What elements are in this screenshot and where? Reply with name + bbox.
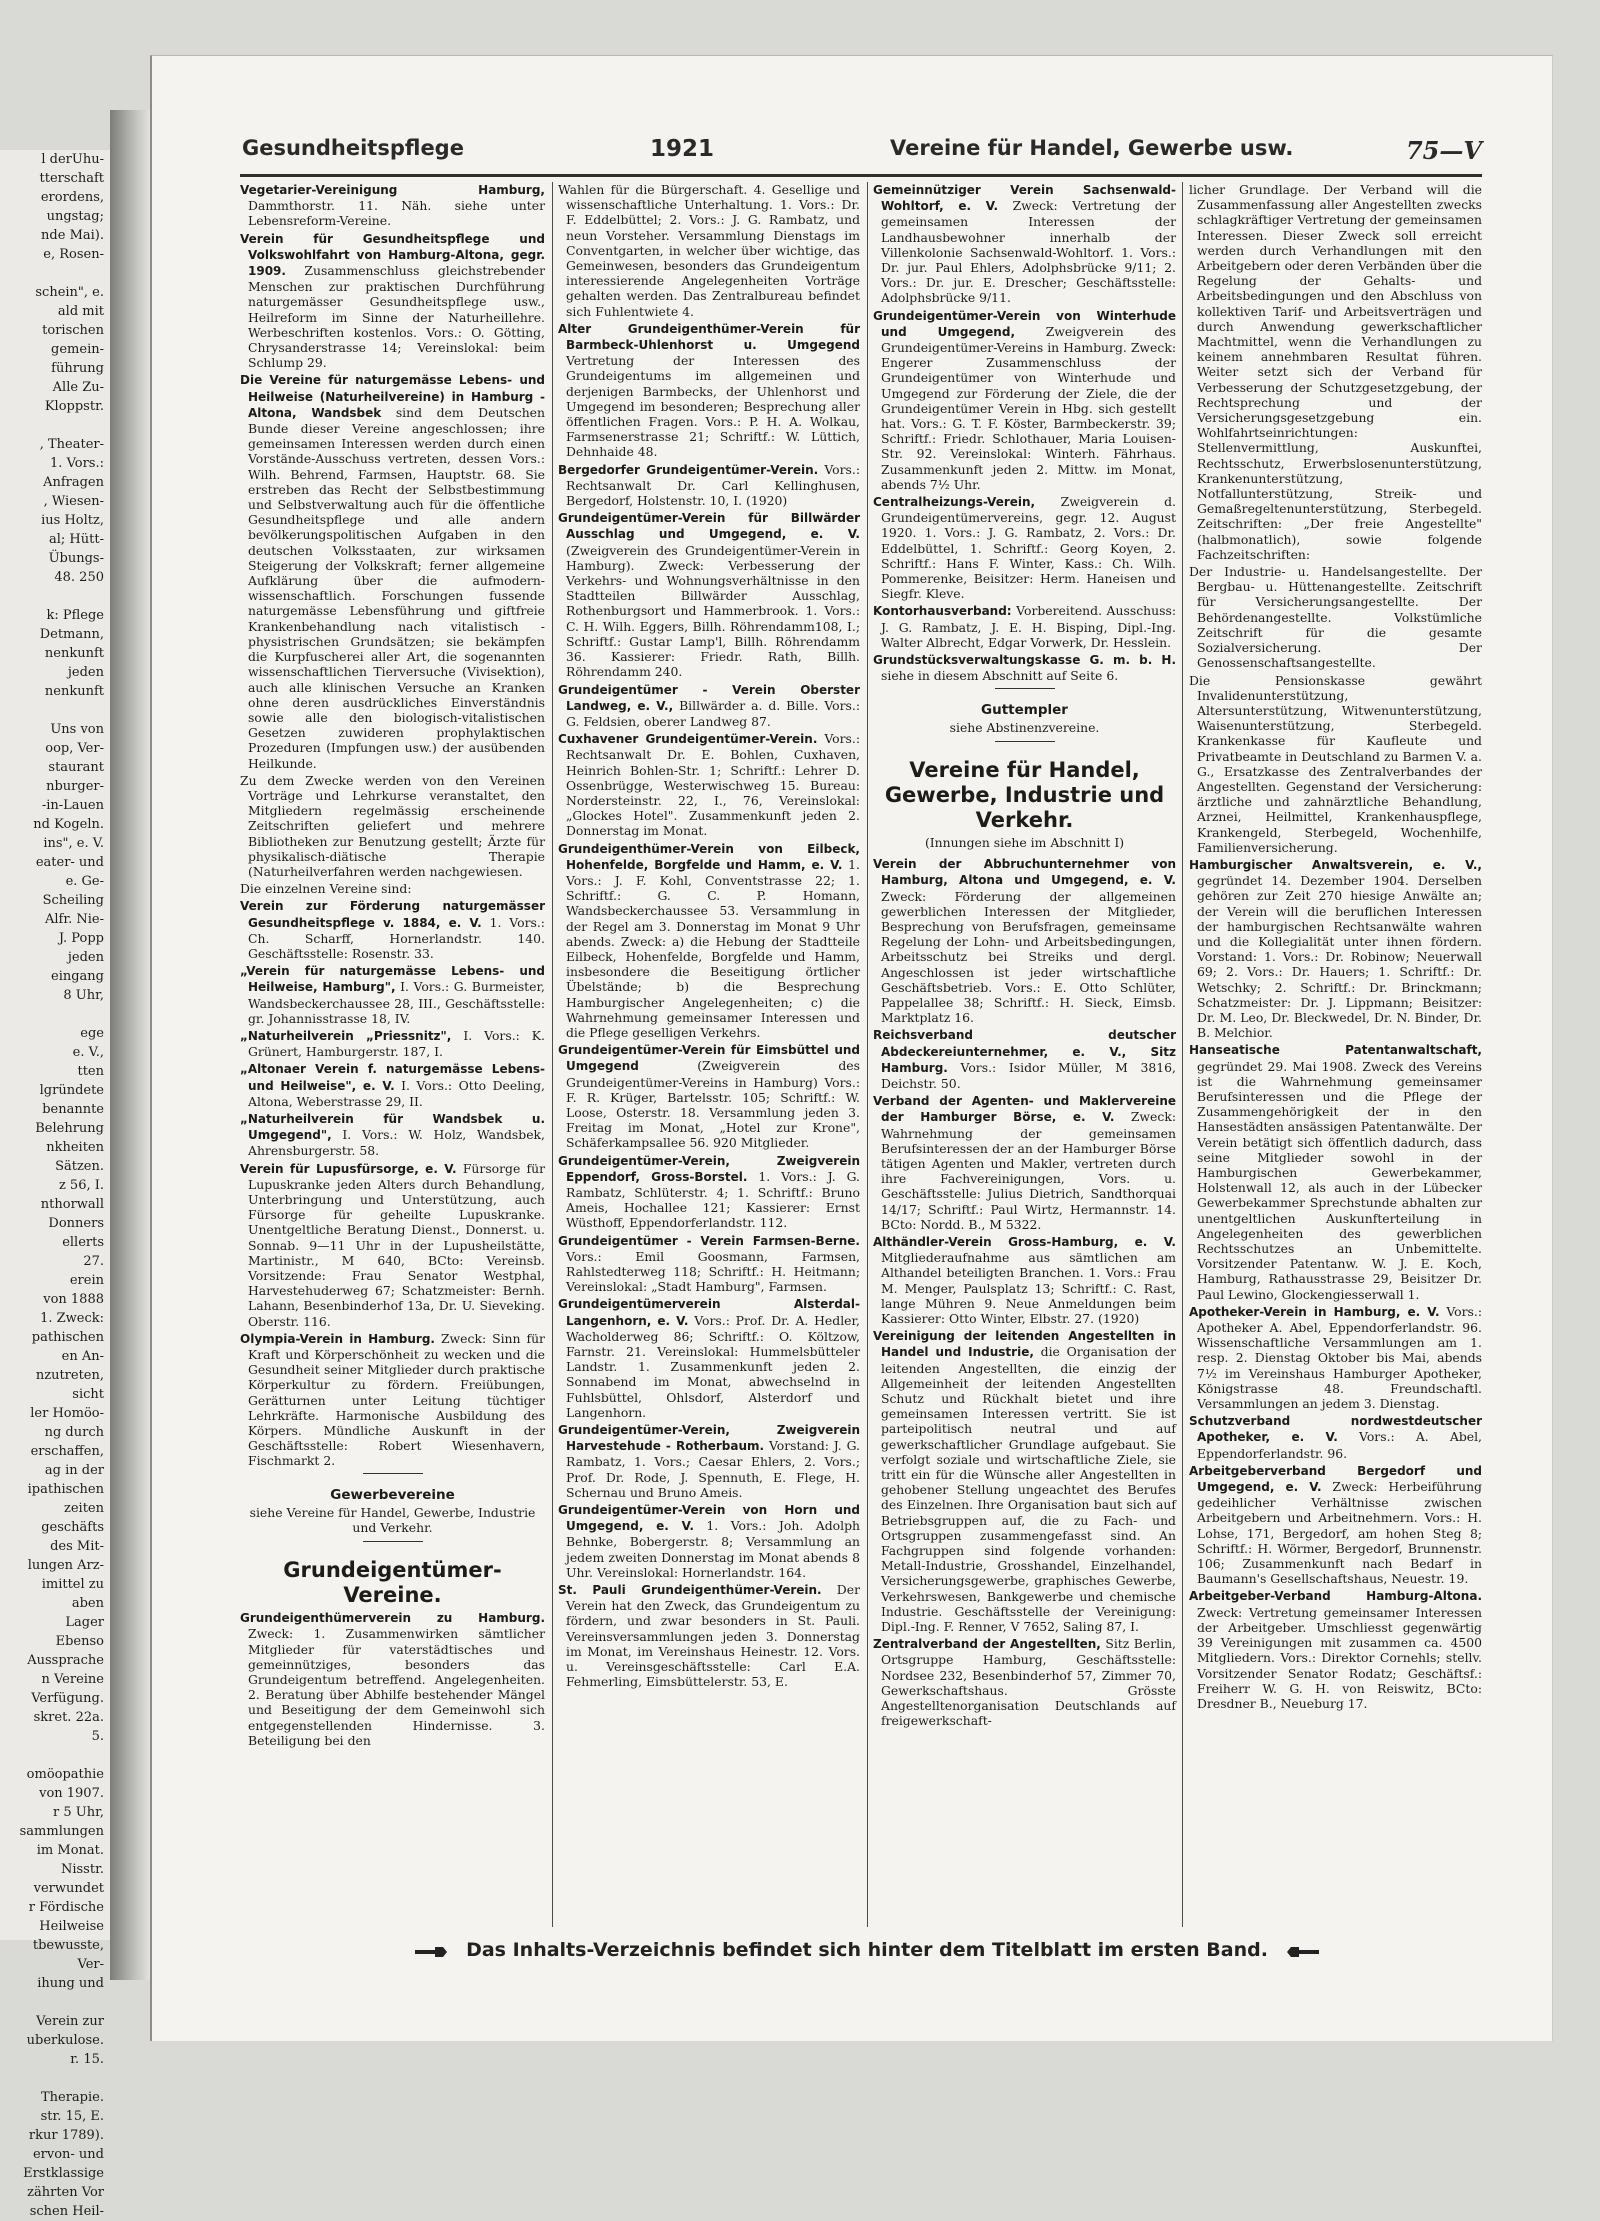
page-number: 75—V bbox=[1405, 136, 1482, 165]
margin-text-line: gemein- bbox=[51, 342, 104, 357]
column-1 bbox=[240, 182, 545, 1937]
margin-text-line: im Monat. bbox=[36, 1843, 104, 1858]
directory-entry bbox=[240, 963, 545, 1026]
entry-name: Grundstücksverwaltungskasse G. m. b. H. bbox=[873, 653, 1176, 668]
directory-entry bbox=[873, 856, 1176, 1025]
margin-text-line: ellerts bbox=[62, 1235, 104, 1250]
margin-text-line: -in-Lauen bbox=[41, 798, 104, 813]
margin-text-line: zeiten bbox=[64, 1501, 104, 1516]
entry-text: Fürsorge für Lupuskranke jeden Alters durch Behandlung, Unterbringung und Unterstützung, auch Fürsorge für geheilte Lupuskranke. Unentgeltliche Beratung Dienst., Donnerst. u. Sonnab. 9—11 Uhr in der Lupusheilstätte, Martinistr., M 640, BCto: Vereinsb. Vorsitzende: Frau Senator Westphal, Harvestehuderweg 67; Schatzmeister: Bernh. Lahann, Besenbinderhof 13a, Dr. U. Sieveking. Oberstr. 116. bbox=[248, 1160, 545, 1329]
margin-text-line: Alfr. Nie- bbox=[44, 912, 104, 927]
margin-text-line: omöopathie bbox=[26, 1767, 104, 1782]
directory-entry bbox=[558, 682, 860, 730]
margin-text-line: tten bbox=[77, 1064, 104, 1079]
entry-name: Olympia-Verein in Hamburg. bbox=[240, 1331, 435, 1346]
entry-text: Zusammenschluss gleichstrebender Menschen zur praktischen Durchführung naturgemässer Gesundheitspflege usw., Heilreform im Sinne der Naturheillehre. Werbeschriften kostenlos. Vors.: O. Götting, Chrysanderstrasse 14; Vereinslokal: beim Schlump 29. bbox=[248, 263, 545, 371]
column-3 bbox=[873, 182, 1176, 1937]
margin-text-line: uberkulose. bbox=[26, 2033, 104, 2048]
entry-text: I. Vors.: G. Burmeister, Wandsbeckerchaussee 28, III., Geschäftsstelle: gr. Johannisstrasse 18, IV. bbox=[248, 979, 545, 1026]
directory-entry bbox=[240, 898, 545, 961]
entry-name: Grundeigentümer-Verein, Zweigverein Eppendorf, Gross-Borstel. bbox=[558, 1153, 860, 1184]
section-note: siehe Abstinenzvereine. bbox=[949, 719, 1100, 735]
entry-name: Hamburgischer Anwaltsverein, e. V., bbox=[1189, 857, 1482, 872]
margin-text-line: Verein zur bbox=[36, 2014, 104, 2029]
margin-text-line: Scheiling bbox=[42, 893, 104, 908]
entry-text: Die einzelnen Vereine sind: bbox=[240, 881, 412, 897]
text-columns bbox=[240, 182, 1482, 1937]
entry-name: Vereinigung der leitenden Angestellten in Handel und Industrie, bbox=[873, 1329, 1176, 1360]
directory-entry bbox=[873, 1093, 1176, 1232]
entry-name: Grundeigentümer - Verein Farmsen-Berne. bbox=[558, 1233, 860, 1248]
header-section-left: Gesundheitspflege bbox=[242, 136, 464, 160]
directory-entry bbox=[240, 182, 545, 229]
margin-text-line: Lager bbox=[65, 1615, 104, 1630]
entry-text: Der Verein hat den Zweck, das Grundeigentum zu fördern, und zwar besonders in St. Pauli. Vereinsversammlungen jeden 3. Donnerstag im Monat, im Vereinshaus Heinestr. 12. Vors. u. Vereinsgeschäftsstelle: Carl E.A. Fehmerling, Eimsbüttelerstr. 53, E. bbox=[566, 1582, 860, 1690]
entry-text: Vorbereitend. Ausschuss: J. G. Rambatz, J. E. H. Bisping, Dipl.-Ing. Walter Albrecht, Edgar Vorwerk, Dr. Hesslein. bbox=[881, 603, 1176, 650]
margin-text-line: Uns von bbox=[50, 722, 104, 737]
margin-text-line: Aussprache bbox=[27, 1653, 104, 1668]
directory-entry bbox=[1189, 857, 1482, 1040]
running-header bbox=[242, 136, 1482, 170]
directory-entry bbox=[240, 773, 545, 879]
margin-text-line: von 1888 bbox=[43, 1292, 104, 1307]
section-rule bbox=[363, 1541, 423, 1542]
header-rule bbox=[240, 174, 1482, 177]
margin-text-line bbox=[0, 587, 110, 606]
entry-name: Hanseatische Patentanwaltschaft, bbox=[1189, 1043, 1482, 1058]
section-heading: Vereine für Handel, Gewerbe, Industrie und Verkehr. bbox=[884, 757, 1165, 832]
margin-text-line: geschäfts bbox=[41, 1520, 104, 1535]
entry-text: Vors.: Apotheker A. Abel, Eppendorferlandstr. 96. Wissenschaftliche Versammlungen am 1. resp. 2. Dienstag Oktober bis Mai, abends 7½ im Vereinshaus Hamburger Apotheker, Königstrasse 48. Freundschaftl. Versammlungen an jedem 3. Dienstag. bbox=[1197, 1303, 1482, 1412]
entry-text: Vors.: A. Abel, Eppendorferlandstr. 96. bbox=[1197, 1429, 1482, 1461]
entry-name: Arbeitgeber-Verband Hamburg-Altona. bbox=[1189, 1589, 1482, 1604]
entry-text: I. Vors.: K. Grünert, Hamburgerstr. 187, I. bbox=[248, 1027, 545, 1060]
header-section-right: Vereine für Handel, Gewerbe usw. bbox=[890, 136, 1294, 160]
margin-text-line: nkheiten bbox=[46, 1140, 104, 1155]
entry-text: Vors.: Rechtsanwalt Dr. E. Bohlen, Cuxhaven, Heinrich Bohlen-Str. 1; Schriftf.: Lehrer D. Ossenbrügge, Westerwischweg 15. Bureau: Nordersteinstr. 22, I., 76, Vereinslokal: „Glockes Hotel". Zusammenkunft jeden 2. Donnerstag im Monat. bbox=[566, 731, 860, 839]
margin-text-line: Verfügung. bbox=[31, 1691, 104, 1706]
margin-text-line: Übungs- bbox=[48, 551, 104, 566]
entry-text: Zweigverein des Grundeigentümer-Vereins in Hamburg. Zweck: Engerer Zusammenschluss der Grundeigentümer von Winterhude und Umgegend zur Förderung der Ziele, die der Grundeigentümer Verein in Hbg. sich gestellt hat. Vors.: G. T. F. Köster, Barmbeckerstr. 39; Schriftf.: Friedr. Schlothauer, Maria Louisen-Str. 92. Vereinslokal: Winterh. Fährhaus. Zusammenkunft jeden 2. Mittw. im Monat, abends 7½ Uhr. bbox=[881, 323, 1176, 492]
entry-text: licher Grundlage. Der Verband will die Zusammenfassung aller Angestellten zwecks schlagkräftiger Vertretung der gemeinsamen Interessen. Dieser Zweck soll erreicht werden durch Verhandlungen mit den Arbeitgebern oder deren Verbänden über die Regelung der Gehalts- und Arbeitsbedingungen und den Abschluss von kollektiven Tarif- und Arbeitsverträgen und durch Anwendung gewerkschaftlicher Machtmittel, wenn die Verhandlungen zu keinem annehmbaren Resultat führen. Weiter setzt sich der Verband für Verbesserung der Schutzgesetzgebung, der Rechtsprechung und der Versicherungsgesetzgebung ein. Wohlfahrtseinrichtungen: Stellenvermittlung, Auskunftei, Rechtsschutz, Erwerbslosenunterstützung, Krankenunterstützung, Notfallunterstützung, Streik- und Gemaßregeltenunterstützung, Sterbegeld. Zeitschriften: „Der freie Angestellte" (halbmonatlich), sowie folgende Fachzeitschriften: bbox=[1189, 182, 1482, 562]
entry-text: Zweigverein d. Grundeigentümervereins, gegr. 12. August 1920. 1. Vors.: J. G. Rambatz, 2. Vors.: Dr. Eddelbüttel, 1. Schriftf.: Georg Koyen, 2. Schriftf.: Hans F. Winter, Kass.: Ch. Wilh. Pommerenke, Beisitzer: Herm. Haneisen und Siegfr. Kleve. bbox=[881, 494, 1176, 602]
directory-entry bbox=[558, 321, 860, 460]
directory-entry bbox=[240, 1331, 545, 1469]
entry-name: Reichsverband deutscher Abdeckereiunternehmer, e. V., Sitz Hamburg. bbox=[873, 1028, 1176, 1075]
margin-text-line: r 5 Uhr, bbox=[53, 1805, 104, 1820]
directory-entry bbox=[558, 1582, 860, 1689]
entry-name: Schutzverband nordwestdeutscher Apotheker, e. V. bbox=[1189, 1414, 1482, 1445]
entry-name: Grundeigentümerverein Alsterdal-Langenhorn, e. V. bbox=[558, 1297, 860, 1328]
margin-text-line: Donners bbox=[48, 1216, 104, 1231]
entry-text: die Organisation der leitenden Angestellten, die einzig der Allgemeinheit der leitenden Angestellten Schutz und Rückhalt bietet und ihre gemeinsamen Interessen vertritt. Sie ist parteipolitisch neutral und auf gewerkschaftlicher Grundlage aufgebaut. Sie verfolgt soziale und wirtschaftliche Ziele, sie tritt ein für die Wünsche aller Angestellten in gehobener Stellung ungeachtet des Berufes des Einzelnen. Ihre Organisation baut sich auf Betriebsgruppen auf, die zu Fach- und Ortsgruppen zusammengefasst sind. An Fachgruppen sind folgende vorhanden: Metall-Industrie, Grosshandel, Einzelhandel, Versicherungsgewerbe, graphisches Gewerbe, Verkehrswesen, Bankgewerbe und chemische Industrie. Geschäftsstelle der Vereinigung: Dipl.-Ing. F. Renner, V 7652, Saling 87, I. bbox=[881, 1344, 1176, 1635]
section-heading: Grundeigentümer-Vereine. bbox=[283, 1558, 502, 1608]
margin-text-line: nd Kogeln. bbox=[33, 817, 104, 832]
margin-text-line: , Wiesen- bbox=[43, 494, 104, 509]
margin-text-line: str. 15, E. bbox=[40, 2109, 104, 2124]
directory-entry bbox=[558, 1422, 860, 1500]
margin-text-line: erordens, bbox=[40, 190, 104, 205]
margin-text-line bbox=[0, 264, 110, 283]
entry-text: Sitz Berlin, Ortsgruppe Hamburg, Geschäftsstelle: Nordsee 232, Besenbinderhof 57, Zimmer 70, Gewerkschaftshaus. Grösste Angestelltenorganisation Deutschlands auf freigewerkschaft- bbox=[881, 1636, 1176, 1729]
entry-text: Zu dem Zwecke werden von den Vereinen Vorträge und Lehrkurse veranstaltet, den Mitgliedern regelmässig erscheinende Zeitschriften geliefert und mehrere Bibliotheken zur Benutzung gestellt; Ärzte für physikalisch-diätische Therapie (Naturheilverfahren werden nachgewiesen. bbox=[240, 772, 545, 879]
entry-text: Vorstand: J. G. Rambatz, 1. Vors.; Caesar Ehlers, 2. Vors.; Prof. Dr. Rode, J. Spennuth, E. Flege, H. Schernau und Bruno Ameis. bbox=[566, 1438, 860, 1500]
entry-text: 1. Vors.: Joh. Adolph Behnke, Bobergerstr. 8; Versammlung an jedem zweiten Donnerstag im Monat abends 8 Uhr. Vereinslokal: Hornerlandstr. 164. bbox=[566, 1518, 860, 1580]
margin-text-line: erein bbox=[69, 1273, 104, 1288]
section-heading: Gewerbevereine bbox=[330, 1486, 455, 1503]
margin-text-line: eater- und bbox=[35, 855, 104, 870]
margin-text-line: erschaffen, bbox=[30, 1444, 104, 1459]
margin-text-line: Therapie. bbox=[40, 2090, 104, 2105]
margin-text-line: benannte bbox=[42, 1102, 104, 1117]
entry-name: Arbeitgeberverband Bergedorf und Umgegend, e. V. bbox=[1189, 1463, 1482, 1495]
entry-text: Vors.: Prof. Dr. A. Hedler, Wacholderweg 86; Schriftf.: O. Költzow, Farnstr. 21. Vereinslokal: Hummelsbütteler Landstr. 1. Zusammenkunft jeden 2. Sonnabend im Monat, abwechselnd in Fuhlsbüttel, Ohlsdorf, Alsterdorf und Langenhorn. bbox=[566, 1312, 860, 1420]
margin-text-line: ler Homöo- bbox=[30, 1406, 104, 1421]
margin-text-line: ng durch bbox=[44, 1425, 104, 1440]
entry-name: Kontorhausverband: bbox=[873, 604, 1012, 619]
directory-entry bbox=[1189, 564, 1482, 670]
entry-text: siehe in diesem Abschnitt auf Seite 6. bbox=[881, 668, 1119, 684]
margin-text-line: , Theater- bbox=[39, 437, 104, 452]
margin-text-line: e. V., bbox=[72, 1045, 104, 1060]
entry-name: Cuxhavener Grundeigentümer-Verein. bbox=[558, 732, 818, 747]
entry-name: Bergedorfer Grundeigentümer-Verein. bbox=[558, 462, 819, 477]
directory-entry bbox=[240, 1610, 545, 1748]
directory-entry bbox=[873, 1234, 1176, 1326]
entry-name: „Altonaer Verein f. naturgemässe Lebens- und Heilweise", e. V. bbox=[240, 1062, 545, 1093]
margin-text-line: e. Ge- bbox=[65, 874, 104, 889]
entry-name: Centralheizungs-Verein, bbox=[873, 495, 1036, 510]
entry-text: Der Industrie- u. Handelsangestellte. Der Bergbau- u. Hüttenangestellte. Zeitschrift für Versicherungsangestellte. Der Behördenangestellte. Volkstümliche Zeitschrift für die gesamte Sozialversicherung. Der Genossenschaftsangestellte. bbox=[1189, 564, 1482, 671]
margin-text-line: schein", e. bbox=[35, 285, 104, 300]
margin-text-line: nburger- bbox=[46, 779, 104, 794]
margin-text-line: r Fördische bbox=[28, 1900, 104, 1915]
margin-text-line: staurant bbox=[48, 760, 104, 775]
margin-text-line bbox=[0, 2069, 110, 2088]
margin-text-line: jeden bbox=[67, 665, 104, 680]
directory-entry bbox=[873, 182, 1176, 306]
directory-entry bbox=[873, 603, 1176, 650]
entry-text: 1. Vors.: Ch. Scharff, Hornerlandstr. 140. Geschäftsstelle: Rosenstr. 33. bbox=[248, 914, 545, 961]
margin-text-line: verwundet bbox=[33, 1881, 104, 1896]
directory-page bbox=[150, 55, 1553, 2041]
margin-text-line: al; Hütt- bbox=[49, 532, 104, 547]
margin-text-line bbox=[0, 1005, 110, 1024]
section-heading: Guttempler bbox=[981, 701, 1068, 718]
margin-text-line: ins", e. V. bbox=[43, 836, 104, 851]
directory-entry bbox=[873, 308, 1176, 492]
entry-name: „Naturheilverein für Wandsbek u. Umgegend", bbox=[240, 1111, 545, 1143]
directory-entry bbox=[1189, 182, 1482, 562]
entry-name: Verein für Lupusfürsorge, e. V. bbox=[240, 1161, 457, 1176]
margin-text-line: tterschaft bbox=[39, 171, 104, 186]
margin-text-line: k: Pflege bbox=[46, 608, 104, 623]
directory-entry bbox=[558, 510, 860, 679]
margin-text-line: 1. Zweck: bbox=[40, 1311, 104, 1326]
margin-text-line: Alle Zu- bbox=[52, 380, 104, 395]
margin-text-line bbox=[0, 416, 110, 435]
margin-text-line: ege bbox=[80, 1026, 104, 1041]
margin-text-line: ald mit bbox=[57, 304, 104, 319]
directory-entry bbox=[873, 1328, 1176, 1634]
entry-text: gegründet 14. Dezember 1904. Derselben gehören zur Zeit 270 hiesige Anwälte an; der Verein will die beruflichen Interessen der hamburgischen Rechtsanwälte wahren und die Kollegialität unter ihnen fördern. Vorstand: 1. Vors.: Dr. Robinow; Neuerwall 69; 2. Vors.: Dr. Hauers; 1. Schriftf.: Dr. Wetschky; 2. Schriftf.: Dr. Brinckmann; Schatzmeister: Dr. J. Lippmann; Beisitzer: Dr. M. Leo, Dr. Bleckwedel, Dr. N. Binder, Dr. B. Melchior. bbox=[1197, 873, 1482, 1041]
entry-text: Vors.: Rechtsanwalt Dr. Carl Kellinghusen, Bergedorf, Holstenstr. 10, I. (1920) bbox=[566, 461, 860, 509]
margin-text-line: nthorwall bbox=[40, 1197, 104, 1212]
margin-text-line: Sätzen. bbox=[55, 1159, 104, 1174]
entry-text: Zweck: 1. Zusammenwirken sämtlicher Mitglieder für vaterstädtisches und gemeinnütziges, besonders das Grundeigentum betreffend. Angelegenheiten. 2. Beratung über Abhilfe bestehender Mängel und Beseitigung der dem Gemeinwohl sich entgegenstellenden Hindernisse. 3. Beteiligung bei den bbox=[248, 1626, 545, 1748]
directory-entry bbox=[873, 1636, 1176, 1728]
margin-text-line: schen Heil- bbox=[29, 2204, 104, 2219]
margin-text-line: zährten Vor bbox=[27, 2185, 104, 2200]
directory-entry bbox=[873, 652, 1176, 683]
directory-entry bbox=[240, 1028, 545, 1059]
entry-name: Verband der Agenten- und Maklervereine der Hamburger Börse, e. V. bbox=[873, 1094, 1176, 1125]
directory-entry bbox=[558, 731, 860, 838]
entry-text: Zweck: Vertretung gemeinsamer Interessen der Arbeitgeber. Umschliesst gegenwärtig 39 Vereinigungen mit zusammen ca. 4500 Mitgliedern. Vors.: Direktor Cornehls; stellv. Vorsitzender Senator Rodatz; Geschäftsf.: Freiherr W. G. H. von Reiswitz, BCto: Dresdner B., Neueburg 17. bbox=[1197, 1604, 1482, 1711]
entry-text: Zweck: Herbeiführung gedeihlicher Verhältnisse zwischen Arbeitgebern und Arbeitnehmern. Vors.: H. Lohse, 171, Bergedorf, am hohen Steg 8; Schriftf.: H. Wörmer, Bergedorf, Brunnenstr. 106; Zusammenkunft nach Bedarf in Baumann's Gesellschaftshaus, Neuestr. 19. bbox=[1197, 1479, 1482, 1587]
column-2 bbox=[558, 182, 860, 1937]
entry-name: Alter Grundeigenthümer-Verein für Barmbeck-Uhlenhorst u. Umgegend bbox=[558, 321, 860, 353]
entry-text: Vors.: Isidor Müller, M 3816, Deichstr. 50. bbox=[881, 1059, 1176, 1091]
margin-text-line: Detmann, bbox=[39, 627, 104, 642]
entry-name: Vegetarier-Vereinigung Hamburg, bbox=[240, 183, 545, 197]
margin-text-line: ipathischen bbox=[27, 1482, 104, 1497]
margin-text-line: führung bbox=[51, 361, 104, 376]
margin-text-line: lgründete bbox=[39, 1083, 104, 1098]
directory-entry bbox=[558, 1233, 860, 1295]
margin-text-line: skret. 22a. bbox=[33, 1710, 104, 1725]
margin-text-line: pathischen bbox=[31, 1330, 104, 1345]
margin-text-line: imittel zu bbox=[41, 1577, 104, 1592]
margin-text-line: oop, Ver- bbox=[45, 741, 104, 756]
entry-name: Apotheker-Verein in Hamburg, e. V. bbox=[1189, 1304, 1440, 1319]
margin-text-line: nde Mai). bbox=[41, 228, 104, 243]
entry-text: I. Vors.: Otto Deeling, Altona, Weberstrasse 29, II. bbox=[248, 1077, 545, 1109]
section-rule bbox=[363, 1473, 423, 1474]
adjacent-page-fragment bbox=[0, 150, 113, 2219]
margin-text-line: eingang bbox=[51, 969, 104, 984]
entry-text: Vors.: Emil Goosmann, Farmsen, Rahlstedterweg 118; Schriftf.: H. Heitmann; Vereinslokal: „Stadt Hamburg", Farmsen. bbox=[566, 1248, 860, 1295]
entry-text: Zweck: Vertretung der gemeinsamen Interessen der Landhausbewohner innerhalb der Villenkolonie Sachsenwald-Wohltorf. 1. Vors.: Dr. jur. Paul Ehlers, Adolphsbrücke 9/11; 2. Vors.: Dr. jur. E. Drescher; Geschäftsstelle: Adolphsbrücke 9/11. bbox=[881, 198, 1176, 306]
margin-text-line bbox=[0, 1993, 110, 2012]
entry-name: Grundeigentümer-Verein, Zweigverein Harvestehude - Rotherbaum. bbox=[558, 1423, 860, 1454]
entry-name: Grundeigenthümer-Verein von Eilbeck, Hohenfelde, Borgfelde und Hamm, e. V. bbox=[558, 841, 860, 872]
margin-text-line: nzutreten, bbox=[35, 1368, 104, 1383]
margin-text-line: sammlungen bbox=[19, 1824, 104, 1839]
margin-text-line: ungstag; bbox=[46, 209, 104, 224]
entry-text: Zweck: Sinn für Kraft und Körperschönheit zu wecken und die Gesundheit seiner Mitglieder durch praktische Körperkultur zu fördern. Freiübungen, Gerätturnen unter Leitung tüchtiger Lehrkräfte. Harmonische Ausbildung des Körpers. Mündliche Auskunft in der Geschäftsstelle: Robert Wiesenhavern, Fischmarkt 2. bbox=[248, 1330, 545, 1469]
header-year: 1921 bbox=[650, 136, 715, 162]
margin-text-line: ius Holtz, bbox=[41, 513, 104, 528]
directory-entry bbox=[1189, 1304, 1482, 1411]
directory-entry bbox=[558, 1042, 860, 1150]
entry-text: Die Pensionskasse gewährt Invalidenunterstützung, Altersunterstützung, Witwenunterstützung, Waisenunterstützung, Sterbegeld. Krankenkasse für Kaufleute und Privatbeamte in Deutschland zu Barmen V. a. G., Ersatzkasse des Zentralverbandes der Angestellten. Gegenstand der Versicherung: ärztliche und zahnärztliche Behandlung, Arznei, Heilmittel, Krankenhauspflege, Krankengeld, Sterbegeld, Wochenhilfe, Familienversicherung. bbox=[1189, 672, 1482, 855]
directory-entry bbox=[1189, 1463, 1482, 1587]
entry-text: Zweck: Förderung der allgemeinen gewerblichen Interessen der Mitglieder, Besprechung von Berufsfragen, gemeinsame Regelung der Lohn- und Arbeitsbedingungen, Arbeitsschutz bei Streiks und dergl. Angeschlossen ist jeder wirtschaftliche Geschäftsbetrieb. Vors.: E. Otto Schlüter, Pappelallee 38; Schriftf.: H. Sieck, Eimsb. Marktplatz 16. bbox=[881, 888, 1176, 1026]
entry-name: Verein zur Förderung naturgemässer Gesundheitspflege v. 1884, e. V. bbox=[240, 899, 545, 930]
directory-entry bbox=[558, 1502, 860, 1580]
margin-text-line: z 56, I. bbox=[58, 1178, 104, 1193]
directory-entry bbox=[873, 494, 1176, 601]
book-gutter bbox=[110, 110, 150, 1980]
margin-text-line: jeden bbox=[67, 950, 104, 965]
entry-name: Verein für Gesundheitspflege und Volkswohlfahrt von Hamburg-Altona, gegr. 1909. bbox=[240, 231, 545, 279]
margin-text-line: von 1907. bbox=[39, 1786, 104, 1801]
margin-text-line: ag in der bbox=[44, 1463, 104, 1478]
directory-entry bbox=[1189, 1588, 1482, 1711]
footer-note bbox=[342, 1939, 1392, 1965]
entry-text: 1. Vors.: J. F. Kohl, Conventstrasse 22; 1. Schriftf.: G. C. P. Homann, Wandsbeckerchaussee 53. Versammlung in der Regel am 3. Donnerstag im Monat 9 Uhr abends. Zweck: a) die Hebung der Stadtteile Eilbeck, Hohenfelde, Borgfelde und Hamm, insbesondere die Beseitigung örtlicher Übelstände; b) die Besprechung Hamburgischer Angelegenheiten; c) die Wahrnehmung gemeinsamer Interessen und die Pflege geselligen Verkehrs. bbox=[566, 856, 860, 1040]
entry-name: Grundeigentümer-Verein für Eimsbüttel und Umgegend bbox=[558, 1043, 860, 1074]
margin-text-line: sicht bbox=[72, 1387, 104, 1402]
entry-name: Grundeigentümer - Verein Oberster Landweg, e. V., bbox=[558, 682, 860, 713]
margin-text-line: n Vereine bbox=[41, 1672, 104, 1687]
margin-text-line: Belehrung bbox=[35, 1121, 104, 1136]
entry-text: (Zweigverein des Grundeigentümer-Verein in Hamburg). Zweck: Verbesserung der Verkehrs- und Wohnungsverhältnisse in den Stadtteilen Billwärder Ausschlag, Rothenburgsort und Hammerbrook. 1. Vors.: C. H. Wilh. Eggers, Billh. Röhrendamm108, I.; Schriftf.: Gustar Lamp'l, Billh. Röhrendamm 36. Kassierer: Friedr. Rath, Billh. Röhrendamm 240. bbox=[566, 542, 860, 680]
entry-text: sind dem Deutschen Bunde dieser Vereine angeschlossen; ihre gemeinsamen Interessen werden durch einen Vorstände-Ausschuss vertreten, dessen Vors.: Wilh. Behrend, Farmsen, Hauptstr. 68. Sie erstreben das Recht der Selbstbestimmung und Selbstverwaltung auch für die öffentliche Gesundheitspflege und alle andern bevölkerungspolitischen Aufgaben in den deutschen Volksstaaten, zur wirksamen Steigerung der Volkskraft; ferner allgemeine Aufklärung über die aufmodern-wissenschaftlich. Forschungen fussende naturgemässe Lebensführung und giftfreie Krankenbehandlung nach vitalistisch - physistrischen Grundsätzen; sie bekämpfen die Kurpfuscherei aller Art, die sogenannten wissenschaftlichen Tierversuche (Vivisektion), auch alle klinischen Versuche an Kranken ohne deren ausdrückliches Einverständnis sowie alle den biologisch-vitalistischen Gesetzen zuwideren prophylaktischen Prozeduren (Impfungen usw.) der ausübenden Heilkunde. bbox=[248, 404, 545, 771]
margin-text-line: 8 Uhr, bbox=[63, 988, 104, 1003]
directory-entry bbox=[240, 881, 545, 896]
margin-text-line: J. Popp bbox=[58, 931, 104, 946]
directory-entry bbox=[240, 372, 545, 770]
entry-text: Billwärder a. d. Bille. Vors.: G. Feldsien, oberer Landweg 87. bbox=[566, 697, 860, 729]
entry-name: Zentralverband der Angestellten, bbox=[873, 1637, 1101, 1652]
directory-entry bbox=[240, 231, 545, 371]
directory-entry bbox=[1189, 1413, 1482, 1461]
entry-name: Grundeigenthümerverein zu Hamburg. bbox=[240, 1611, 545, 1626]
section-note: siehe Vereine für Handel, Gewerbe, Industrie und Verkehr. bbox=[249, 1504, 536, 1536]
entry-text: Vertretung der Interessen des Grundeigentums im allgemeinen und derjenigen Barmbecks, der Uhlenhorst und Umgegend im besonderen; Besprechung aller öffentlichen Fragen. Vors.: P. H. A. Wolkau, Farmsenerstrasse 21; Schriftf.: W. Lüttich, Dehnhaide 48. bbox=[566, 353, 860, 460]
margin-text-line: Anfragen bbox=[43, 475, 104, 490]
directory-entry bbox=[240, 1111, 545, 1159]
entry-name: Althändler-Verein Gross-Hamburg, e. V. bbox=[873, 1234, 1176, 1249]
margin-text-line: des Mit- bbox=[50, 1539, 104, 1554]
entry-name: St. Pauli Grundeigenthümer-Verein. bbox=[558, 1583, 822, 1598]
margin-text-line: Ver- bbox=[77, 1957, 104, 1972]
margin-text-line: 48. 250 bbox=[54, 570, 104, 585]
margin-text-line: lungen Arz- bbox=[27, 1558, 104, 1573]
margin-text-line: l derUhu- bbox=[41, 152, 104, 167]
footer-text: Das Inhalts-Verzeichnis befindet sich hinter dem Titelblatt im ersten Band. bbox=[466, 1939, 1268, 1961]
entry-name: Gemeinnütziger Verein Sachsenwald-Wohltorf, e. V. bbox=[873, 183, 1176, 214]
entry-text: Wahlen für die Bürgerschaft. 4. Gesellige und wissenschaftliche Unterhaltung. 1. Vors.: Dr. F. Eddelbüttel; 2. Vors.: J. G. Rambatz, und neun Vorsteher. Versammlung Dienstags im Conventgarten, in welcher über wichtige, das Gemeinwesen, besonders das Grundeigentum interessierende Angelegenheiten Vorträge gehalten werden. Das Zentralbureau befindet sich Fuhlentwiete 4. bbox=[558, 182, 860, 319]
entry-text: Mitgliederaufnahme aus sämtlichen am Althandel beteiligten Branchen. 1. Vors.: Frau M. Menger, Paulsplatz 13; Schriftf.: C. Rast, lange Mühren 9. Neue Anmeldungen beim Kassierer: Otto Winter, Elbstr. 27. (1920) bbox=[881, 1250, 1176, 1326]
margin-text-line: 27. bbox=[83, 1254, 104, 1269]
directory-entry bbox=[1189, 673, 1482, 855]
entry-text: Zweck: Wahrnehmung der gemeinsamen Berufsinteressen der an der Hamburger Börse tätigen Agenten und Makler, vertreten durch ihre Fachvereinigungen, Vors. u. Geschäftsstelle: Julius Dietrich, Sandthorquai 14/17; Schriftf.: Paul Wirtz, Hermannstr. 14. BCto: Nordd. B., M 5322. bbox=[881, 1109, 1176, 1232]
column-4 bbox=[1189, 182, 1482, 1937]
margin-text-line: Kloppstr. bbox=[44, 399, 104, 414]
entry-name: Die Vereine für naturgemässe Lebens- und Heilweise (Naturheilvereine) in Hamburg - Altona, Wandsbek bbox=[240, 373, 545, 420]
entry-name: „Verein für naturgemässe Lebens- und Heilweise, Hamburg", bbox=[240, 964, 545, 995]
margin-text-line: rkur 1789). bbox=[28, 2128, 104, 2143]
margin-text-line: Heilweise bbox=[39, 1919, 104, 1934]
margin-text-line bbox=[0, 1746, 110, 1765]
entry-name: Verein der Abbruchunternehmer von Hamburg, Altona und Umgegend, e. V. bbox=[873, 857, 1176, 888]
margin-text-line: torischen bbox=[42, 323, 104, 338]
section-rule bbox=[995, 741, 1055, 742]
directory-entry bbox=[558, 1296, 860, 1420]
pointing-hand-icon bbox=[413, 1943, 449, 1959]
margin-text-line: tbewusste, bbox=[32, 1938, 104, 1953]
directory-entry bbox=[558, 462, 860, 509]
entry-name: Grundeigentümer-Verein für Billwärder Ausschlag und Umgegend, e. V. bbox=[558, 511, 860, 542]
entry-text: gegründet 29. Mai 1908. Zweck des Vereins ist die Wahrnehmung gemeinsamer Berufsinteressen und die Pflege der Zusammengehörigkeit der in den Hansestädten ansässigen Patentanwälte. Der Verein betätigt sich öffentlich dadurch, dass seine Mitglieder sowohl in der Hamburgischen Gewerbekammer, Holstenwall 12, als auch in der Lübecker Gewerbekammer Sprechstunde abhalten zur unentgeltlichen Auskunfterteilung in Angelegenheiten des gewerblichen Rechtsschutzes an Unbemittelte. Vorsitzender Patentanw. W. J. E. Koch, Hamburg, Rathausstrasse 29, Beisitzer Dr. Paul Lewino, Glockengiesserwall 1. bbox=[1197, 1058, 1482, 1302]
directory-entry bbox=[240, 1161, 545, 1329]
margin-text-line: ihung und bbox=[37, 1976, 104, 1991]
entry-name: „Naturheilverein „Priessnitz", bbox=[240, 1028, 452, 1043]
entry-text: I. Vors.: W. Holz, Wandsbek, Ahrensburgerstr. 58. bbox=[248, 1127, 545, 1159]
margin-text-line: 1. Vors.: bbox=[50, 456, 104, 471]
directory-entry bbox=[873, 1027, 1176, 1091]
margin-text-line: nenkunft bbox=[44, 684, 104, 699]
margin-text-line: r. 15. bbox=[70, 2052, 104, 2067]
directory-entry bbox=[558, 1153, 860, 1231]
margin-text-line: en An- bbox=[61, 1349, 104, 1364]
directory-entry bbox=[240, 1061, 545, 1109]
entry-text: 1. Vors.: J. G. Rambatz, Schlüterstr. 4; 1. Schriftf.: Bruno Ameis, Hochallee 121; Kassierer: Ernst Wüsthoff, Eppendorferlandstr. 112. bbox=[566, 1168, 860, 1231]
margin-text-line: Ebenso bbox=[55, 1634, 104, 1649]
margin-text-line: nenkunft bbox=[44, 646, 104, 661]
margin-text-line: aben bbox=[71, 1596, 104, 1611]
entry-name: Grundeigentümer-Verein von Horn und Umgegend, e. V. bbox=[558, 1503, 860, 1534]
section-note: (Innungen siehe im Abschnitt I) bbox=[924, 834, 1125, 850]
margin-text-line bbox=[0, 701, 110, 720]
margin-text-line: ervon- und bbox=[32, 2147, 104, 2162]
directory-entry bbox=[1189, 1042, 1482, 1301]
margin-text-line: Erstklassige bbox=[23, 2166, 104, 2181]
section-rule bbox=[995, 688, 1055, 689]
entry-text: (Zweigverein des Grundeigentümer-Vereins in Hamburg) Vors.: F. R. Krüger, Bartelsstr. 105; Schriftf.: W. Loose, Osterstr. 18. Versammlung jeden 3. Freitag im Monat, „Hotel zur Krone", Schäferkampsallee 56. 920 Mitglieder. bbox=[566, 1058, 860, 1151]
margin-text-line: Nisstr. bbox=[60, 1862, 104, 1877]
margin-text-line: e, Rosen- bbox=[43, 247, 104, 262]
directory-entry bbox=[558, 182, 860, 319]
directory-entry bbox=[558, 841, 860, 1041]
entry-text: Dammthorstr. 11. Näh. siehe unter Lebensreform-Vereine. bbox=[248, 198, 545, 229]
pointing-hand-icon bbox=[1285, 1943, 1321, 1959]
margin-text-line: 5. bbox=[91, 1729, 104, 1744]
entry-name: Grundeigentümer-Verein von Winterhude und Umgegend, bbox=[873, 308, 1176, 339]
